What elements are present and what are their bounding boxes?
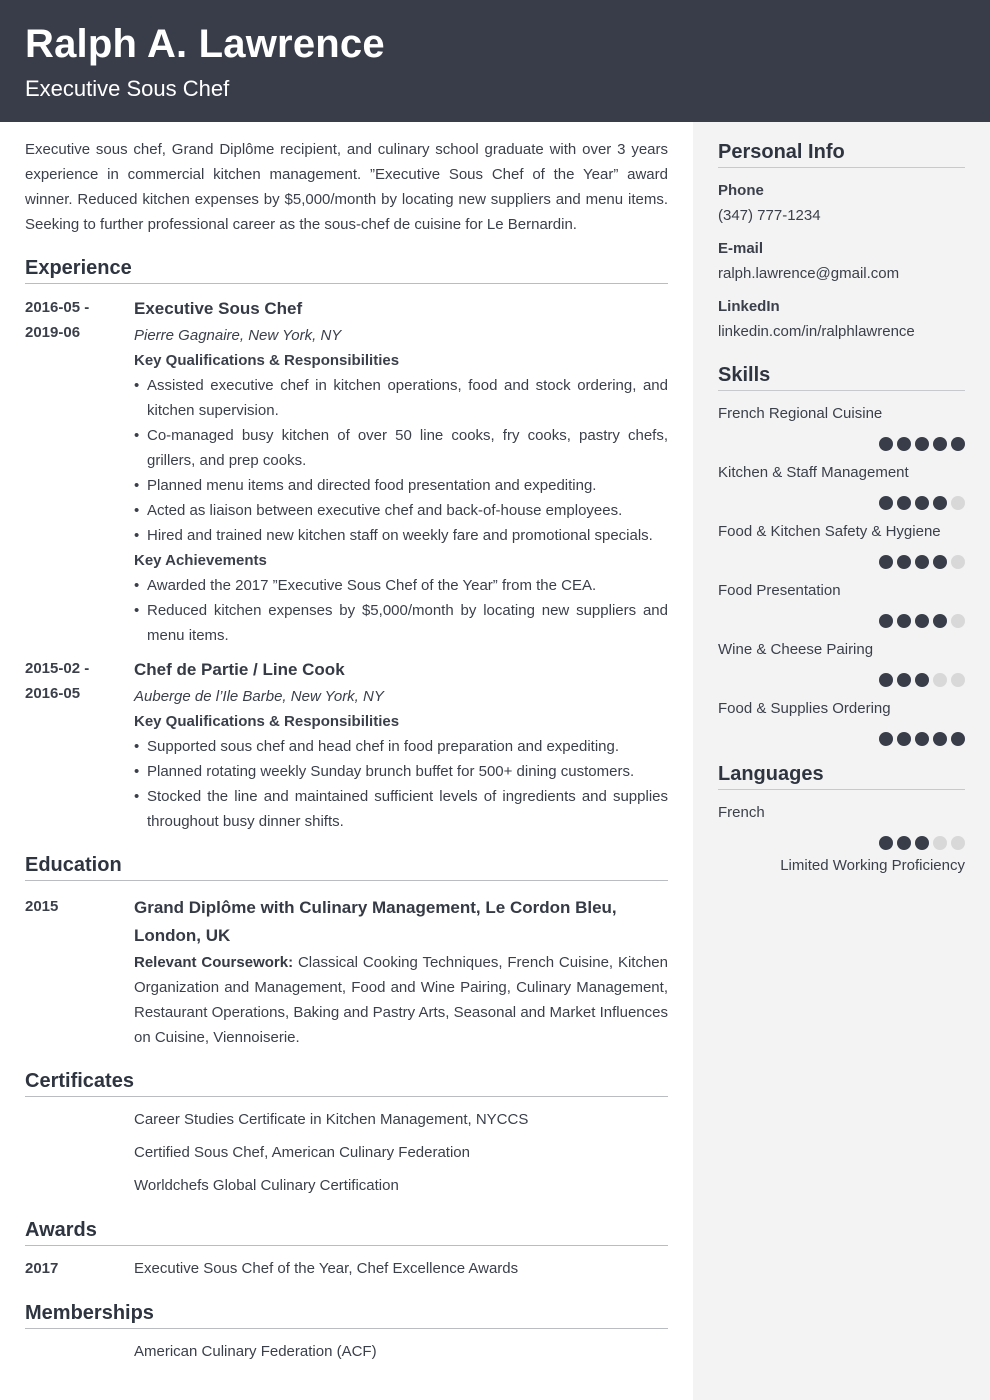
coursework-label: Relevant Coursework: xyxy=(134,954,294,971)
job-body xyxy=(134,656,668,834)
rating-dots xyxy=(718,732,965,746)
rating-dots xyxy=(718,673,965,687)
section-title-experience: Experience xyxy=(25,256,668,284)
education-date: 2015 xyxy=(25,898,59,915)
skills-list xyxy=(718,401,965,746)
list-item: • Reduced kitchen expenses by $5,000/month by locating new suppliers and menu items. xyxy=(134,598,668,648)
award-text: Executive Sous Chef of the Year, Chef Excellence Awards xyxy=(134,1260,519,1277)
job-qualifications-heading: Key Qualifications & Responsibilities xyxy=(134,352,400,369)
rating-dot-filled xyxy=(897,732,911,746)
job-dates xyxy=(25,295,125,345)
education-body xyxy=(134,894,668,1050)
language-item xyxy=(718,800,965,878)
job-qualifications-list xyxy=(134,373,668,548)
rating-dot-filled xyxy=(933,437,947,451)
education-coursework xyxy=(134,950,668,1050)
resume-header xyxy=(0,0,990,122)
skill-name: French Regional Cuisine xyxy=(718,405,883,422)
rating-dot-filled xyxy=(915,555,929,569)
rating-dot-empty xyxy=(951,836,965,850)
rating-dot-empty xyxy=(951,555,965,569)
job-dates xyxy=(25,656,125,706)
rating-dot-filled xyxy=(897,437,911,451)
list-item: • Awarded the 2017 ”Executive Sous Chef of the Year” from the CEA. xyxy=(134,573,668,598)
rating-dots xyxy=(718,836,965,850)
rating-dot-filled xyxy=(915,732,929,746)
linkedin-label: LinkedIn xyxy=(718,298,780,315)
rating-dot-filled xyxy=(897,496,911,510)
skill-item xyxy=(718,696,965,746)
rating-dot-filled xyxy=(897,836,911,850)
job-date-start: 2016-05 - xyxy=(25,299,90,316)
rating-dot-empty xyxy=(951,614,965,628)
rating-dot-empty xyxy=(951,496,965,510)
rating-dot-filled xyxy=(915,836,929,850)
list-item: • Stocked the line and maintained sufficient levels of ingredients and supplies throughout busy dinner shifts. xyxy=(134,784,668,834)
memberships-section xyxy=(25,1301,668,1364)
list-item: • Hired and trained new kitchen staff on weekly fare and promotional specials. xyxy=(134,523,668,548)
section-title-personal-info: Personal Info xyxy=(718,140,965,168)
coursework-text: Classical Cooking Techniques, French Cuisine, Kitchen Organization and Management, Food and Wine Pairing, Culinary Management, Restaurant Operations, Baking and Pastry Arts, Seasonal and Market Influences on Cuisine, Viennoiserie. xyxy=(134,954,668,1046)
job-company: Auberge de l’Ile Barbe, New York, NY xyxy=(134,688,384,705)
rating-dot-empty xyxy=(933,836,947,850)
email-label: E-mail xyxy=(718,240,764,257)
candidate-role: Executive Sous Chef xyxy=(25,76,230,101)
job-company: Pierre Gagnaire, New York, NY xyxy=(134,327,342,344)
skill-name: Kitchen & Staff Management xyxy=(718,464,909,481)
rating-dot-filled xyxy=(915,673,929,687)
skill-item xyxy=(718,401,965,451)
language-name: French xyxy=(718,804,765,821)
rating-dots xyxy=(718,614,965,628)
award-date: 2017 xyxy=(25,1260,59,1277)
job-date-start: 2015-02 - xyxy=(25,660,90,677)
certificate-item: Worldchefs Global Culinary Certification xyxy=(134,1177,399,1194)
education-entry xyxy=(25,894,668,1050)
awards-section xyxy=(25,1218,668,1281)
list-item: • Supported sous chef and head chef in food preparation and expediting. xyxy=(134,734,668,759)
job-title: Executive Sous Chef xyxy=(134,299,303,318)
rating-dot-filled xyxy=(879,437,893,451)
section-title-memberships: Memberships xyxy=(25,1301,668,1329)
rating-dot-empty xyxy=(951,673,965,687)
section-title-certificates: Certificates xyxy=(25,1069,668,1097)
skill-name: Food & Supplies Ordering xyxy=(718,700,891,717)
skill-item xyxy=(718,637,965,687)
education-section xyxy=(25,853,668,1050)
section-title-languages: Languages xyxy=(718,762,965,790)
rating-dot-filled xyxy=(879,496,893,510)
rating-dot-filled xyxy=(897,673,911,687)
rating-dot-filled xyxy=(879,555,893,569)
rating-dot-filled xyxy=(915,614,929,628)
skill-name: Food Presentation xyxy=(718,582,841,599)
language-proficiency: Limited Working Proficiency xyxy=(780,857,965,874)
job-achievements-list xyxy=(134,573,668,648)
personal-info-list xyxy=(718,178,965,344)
job-date-end: 2016-05 xyxy=(25,685,81,702)
experience-section xyxy=(25,256,668,834)
phone-label: Phone xyxy=(718,182,764,199)
rating-dot-filled xyxy=(915,496,929,510)
job-body xyxy=(134,295,668,648)
rating-dot-filled xyxy=(897,614,911,628)
linkedin-value: linkedin.com/in/ralphlawrence xyxy=(718,323,915,340)
skill-item xyxy=(718,519,965,569)
award-entry xyxy=(25,1256,668,1281)
list-item: • Co-managed busy kitchen of over 50 line cooks, fry cooks, pastry chefs, grillers, and prep cooks. xyxy=(134,423,668,473)
skill-name: Food & Kitchen Safety & Hygiene xyxy=(718,523,941,540)
section-title-awards: Awards xyxy=(25,1218,668,1246)
email-value: ralph.lawrence@gmail.com xyxy=(718,265,900,282)
memberships-list xyxy=(134,1339,668,1364)
list-item: • Planned menu items and directed food presentation and expediting. xyxy=(134,473,668,498)
languages-list xyxy=(718,800,965,878)
education-degree: Grand Diplôme with Culinary Management, Le Cordon Bleu, London, UK xyxy=(134,898,617,945)
rating-dot-filled xyxy=(897,555,911,569)
membership-item: American Culinary Federation (ACF) xyxy=(134,1343,377,1360)
sidebar-content xyxy=(718,140,965,878)
rating-dot-filled xyxy=(879,673,893,687)
rating-dot-filled xyxy=(933,496,947,510)
rating-dot-filled xyxy=(933,732,947,746)
skill-item xyxy=(718,578,965,628)
list-item: • Planned rotating weekly Sunday brunch buffet for 500+ dining customers. xyxy=(134,759,668,784)
rating-dot-filled xyxy=(879,836,893,850)
candidate-name: Ralph A. Lawrence xyxy=(25,22,385,66)
rating-dots xyxy=(718,555,965,569)
skill-item xyxy=(718,460,965,510)
award-body xyxy=(134,1256,668,1281)
main-column xyxy=(25,137,668,1364)
section-title-skills: Skills xyxy=(718,363,965,391)
certificates-list xyxy=(134,1107,668,1198)
rating-dot-filled xyxy=(879,732,893,746)
job-achievements-heading: Key Achievements xyxy=(134,552,267,569)
experience-entry xyxy=(25,295,668,648)
rating-dot-filled xyxy=(933,614,947,628)
rating-dot-filled xyxy=(879,614,893,628)
rating-dots xyxy=(718,496,965,510)
phone-value: (347) 777-1234 xyxy=(718,207,821,224)
rating-dot-filled xyxy=(951,732,965,746)
list-item: • Acted as liaison between executive chef and back-of-house employees. xyxy=(134,498,668,523)
job-qualifications-list xyxy=(134,734,668,834)
certificate-item: Career Studies Certificate in Kitchen Management, NYCCS xyxy=(134,1111,529,1128)
section-title-education: Education xyxy=(25,853,668,881)
job-title: Chef de Partie / Line Cook xyxy=(134,660,345,679)
rating-dots xyxy=(718,437,965,451)
rating-dot-filled xyxy=(951,437,965,451)
skill-name: Wine & Cheese Pairing xyxy=(718,641,874,658)
list-item: • Assisted executive chef in kitchen operations, food and stock ordering, and kitchen supervision. xyxy=(134,373,668,423)
profile-summary: Executive sous chef, Grand Diplôme recipient, and culinary school graduate with over 3 years experience in commercial kitchen management. ”Executive Sous Chef of the Year” award winner. Reduced kitchen expenses by $5,000/month by locating new suppliers and menu items. Seeking to further professional career as the sous-chef de cuisine for Le Bernardin. xyxy=(25,141,668,233)
certificates-section xyxy=(25,1069,668,1198)
certificate-item: Certified Sous Chef, American Culinary Federation xyxy=(134,1144,470,1161)
rating-dot-filled xyxy=(933,555,947,569)
experience-entry xyxy=(25,656,668,834)
job-date-end: 2019-06 xyxy=(25,324,81,341)
rating-dot-empty xyxy=(933,673,947,687)
rating-dot-filled xyxy=(915,437,929,451)
job-qualifications-heading: Key Qualifications & Responsibilities xyxy=(134,713,400,730)
